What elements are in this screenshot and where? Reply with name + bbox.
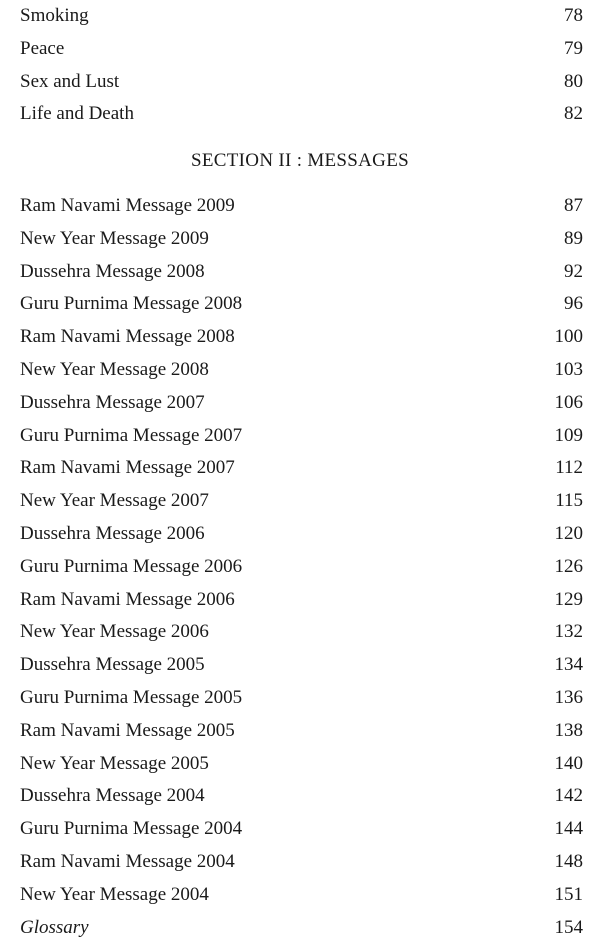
toc-entry xyxy=(20,813,583,846)
toc-entry-title: Guru Purnima Message 2006 xyxy=(20,555,243,577)
section-heading: SECTION II : MESSAGES xyxy=(191,150,409,171)
toc-entry xyxy=(20,452,583,485)
toc-entry-title: New Year Message 2008 xyxy=(20,358,209,380)
toc-entry-page: 138 xyxy=(554,719,583,741)
toc-entry xyxy=(20,649,583,682)
toc-entry-page: 80 xyxy=(564,70,583,92)
toc-entry xyxy=(20,0,583,33)
toc-entry xyxy=(20,288,583,321)
toc-list-section-two xyxy=(20,190,583,944)
toc-list-section-one xyxy=(20,0,583,131)
toc-entry-title: Smoking xyxy=(20,5,89,26)
toc-entry xyxy=(20,715,583,748)
toc-entry-page: 115 xyxy=(555,490,583,512)
toc-entry xyxy=(20,66,583,99)
toc-entry xyxy=(20,879,583,912)
toc-entry xyxy=(20,33,583,66)
toc-entry-page: 96 xyxy=(564,293,583,315)
toc-entry-page: 109 xyxy=(554,424,583,446)
toc-entry xyxy=(20,682,583,715)
toc-entry xyxy=(20,518,583,551)
toc-entry-page: 140 xyxy=(554,752,583,774)
toc-entry-page: 82 xyxy=(564,103,583,125)
toc-entry-title: Peace xyxy=(20,37,65,59)
toc-entry-title: Ram Navami Message 2007 xyxy=(20,457,235,479)
toc-entry-glossary xyxy=(20,912,583,945)
toc-entry-title: New Year Message 2007 xyxy=(20,490,209,512)
toc-entry xyxy=(20,485,583,518)
toc-entry-page: 112 xyxy=(555,457,583,479)
toc-entry xyxy=(20,321,583,354)
toc-entry-title: Dussehra Message 2005 xyxy=(20,654,205,676)
toc-entry-page: 142 xyxy=(554,785,583,807)
toc-entry-title: Ram Navami Message 2004 xyxy=(20,850,235,872)
toc-entry-page: 154 xyxy=(554,916,583,938)
toc-entry-title: Dussehra Message 2007 xyxy=(20,391,205,413)
toc-entry-page: 132 xyxy=(554,621,583,643)
toc-entry xyxy=(20,616,583,649)
toc-entry-title: New Year Message 2004 xyxy=(20,883,209,905)
toc-entry-title: New Year Message 2009 xyxy=(20,227,209,249)
toc-entry-page: 126 xyxy=(554,555,583,577)
toc-entry-page: 92 xyxy=(564,260,583,282)
toc-entry-title: Dussehra Message 2006 xyxy=(20,522,205,544)
toc-entry-title: New Year Message 2005 xyxy=(20,752,209,774)
toc-entry-page: 79 xyxy=(564,37,583,59)
toc-entry-page: 106 xyxy=(554,391,583,413)
toc-entry-title: New Year Message 2006 xyxy=(20,621,209,643)
toc-entry xyxy=(20,354,583,387)
toc-entry-page: 87 xyxy=(564,195,583,216)
toc-entry-page: 100 xyxy=(554,326,583,348)
toc-entry-title: Guru Purnima Message 2004 xyxy=(20,818,243,840)
toc-entry xyxy=(20,256,583,289)
toc-entry-page: 103 xyxy=(554,358,583,380)
toc-entry-page: 129 xyxy=(554,588,583,610)
toc-entry xyxy=(20,584,583,617)
toc-entry-page: 136 xyxy=(554,686,583,708)
toc-entry xyxy=(20,98,583,131)
toc-entry-title: Ram Navami Message 2006 xyxy=(20,588,235,610)
toc-entry-title: Dussehra Message 2008 xyxy=(20,260,205,282)
toc-entry-page: 148 xyxy=(554,850,583,872)
toc-entry xyxy=(20,223,583,256)
toc-entry-title: Guru Purnima Message 2008 xyxy=(20,293,243,315)
toc-entry-title: Ram Navami Message 2009 xyxy=(20,195,235,216)
toc-entry-title: Guru Purnima Message 2005 xyxy=(20,686,243,708)
toc-entry-title: Life and Death xyxy=(20,103,134,125)
toc-entry xyxy=(20,780,583,813)
toc-entry-page: 134 xyxy=(554,654,583,676)
toc-entry xyxy=(20,748,583,781)
toc-entry xyxy=(20,387,583,420)
toc-entry xyxy=(20,551,583,584)
toc-entry-title: Ram Navami Message 2005 xyxy=(20,719,235,741)
toc-entry-title: Guru Purnima Message 2007 xyxy=(20,424,243,446)
toc-entry-page: 78 xyxy=(564,5,583,26)
toc-entry xyxy=(20,190,583,223)
toc-entry-title: Glossary xyxy=(20,916,89,938)
toc-entry-title: Dussehra Message 2004 xyxy=(20,785,205,807)
toc-entry-page: 120 xyxy=(554,522,583,544)
toc-entry-title: Ram Navami Message 2008 xyxy=(20,326,235,348)
toc-entry-page: 151 xyxy=(554,883,583,905)
toc-entry xyxy=(20,420,583,453)
toc-entry-title: Sex and Lust xyxy=(20,70,120,92)
toc-entry xyxy=(20,846,583,879)
toc-entry-page: 89 xyxy=(564,227,583,249)
toc-entry-page: 144 xyxy=(554,818,583,840)
